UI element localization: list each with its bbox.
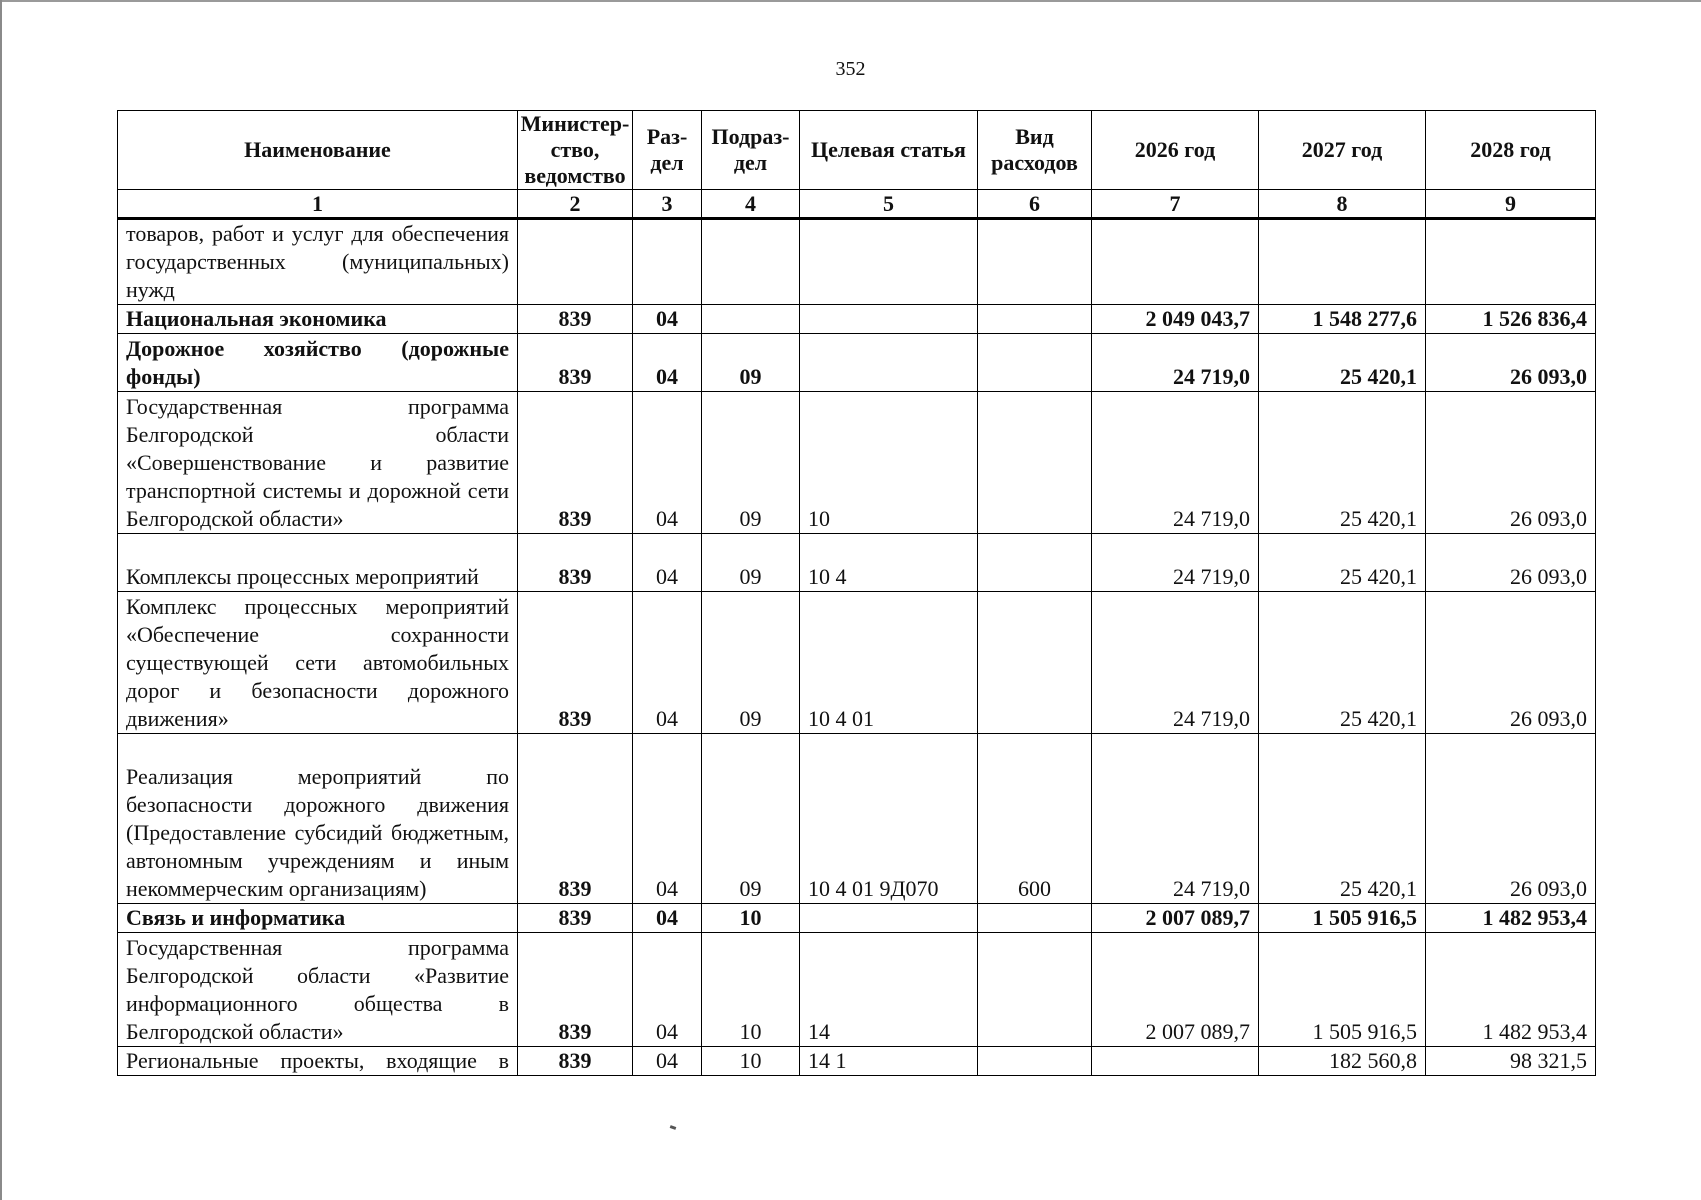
col-header-expense-type: Вид расходов	[978, 111, 1092, 190]
row-section: 04	[633, 904, 702, 933]
row-ministry: 839	[518, 1047, 633, 1076]
row-ministry: 839	[518, 334, 633, 392]
row-target: 10 4	[800, 534, 978, 592]
row-ministry: 839	[518, 904, 633, 933]
row-section: 04	[633, 334, 702, 392]
row-target: 14 1	[800, 1047, 978, 1076]
row-section: 04	[633, 305, 702, 334]
row-ministry: 839	[518, 933, 633, 1047]
row-section: 04	[633, 534, 702, 592]
row-target: 10	[800, 392, 978, 534]
row-target: 10 4 01 9Д070	[800, 734, 978, 904]
row-2028: 26 093,0	[1426, 334, 1596, 392]
row-section: 04	[633, 734, 702, 904]
page-number: 352	[835, 58, 866, 80]
row-2027: 25 420,1	[1259, 534, 1426, 592]
row-2028: 26 093,0	[1426, 592, 1596, 734]
row-2028: 26 093,0	[1426, 392, 1596, 534]
row-subsection: 10	[702, 933, 800, 1047]
col-number: 8	[1259, 190, 1426, 219]
col-header-subsection: Подраз-дел	[702, 111, 800, 190]
row-ministry: 839	[518, 392, 633, 534]
row-2027: 1 505 916,5	[1259, 904, 1426, 933]
col-header-2026: 2026 год	[1092, 111, 1259, 190]
col-number: 6	[978, 190, 1092, 219]
table-row	[118, 933, 1596, 1047]
row-2028: 1 482 953,4	[1426, 904, 1596, 933]
row-2027	[1259, 219, 1426, 305]
row-section: 04	[633, 592, 702, 734]
col-number: 7	[1092, 190, 1259, 219]
header-row	[118, 111, 1596, 190]
row-name: Связь и информатика	[118, 904, 518, 933]
col-header-section: Раз-дел	[633, 111, 702, 190]
row-name: Национальная экономика	[118, 305, 518, 334]
row-name: Государственная программа Белгородской области «Совершенствование и развитие транспортной системы и дорожной сети Белгородской области»	[118, 392, 518, 534]
row-name: Комплексы процессных мероприятий	[118, 534, 518, 592]
row-name: Государственная программа Белгородской области «Развитие информационного общества в Белгородской области»	[118, 933, 518, 1047]
col-header-2027: 2027 год	[1259, 111, 1426, 190]
row-subsection	[702, 305, 800, 334]
col-header-name: Наименование	[118, 111, 518, 190]
table-row	[118, 534, 1596, 592]
row-subsection: 09	[702, 334, 800, 392]
row-expense-type	[978, 933, 1092, 1047]
row-2026: 24 719,0	[1092, 734, 1259, 904]
col-number: 2	[518, 190, 633, 219]
table-row	[118, 904, 1596, 933]
row-target	[800, 334, 978, 392]
row-expense-type	[978, 534, 1092, 592]
row-ministry: 839	[518, 534, 633, 592]
row-expense-type	[978, 592, 1092, 734]
row-2028: 98 321,5	[1426, 1047, 1596, 1076]
row-expense-type	[978, 904, 1092, 933]
row-name: Региональные проекты, входящие в	[118, 1047, 518, 1076]
row-name: Дорожное хозяйство (дорожные фонды)	[118, 334, 518, 392]
row-target	[800, 219, 978, 305]
row-ministry: 839	[518, 734, 633, 904]
scan-edge-top	[0, 0, 1701, 2]
row-expense-type	[978, 305, 1092, 334]
row-2026	[1092, 219, 1259, 305]
row-ministry: 839	[518, 305, 633, 334]
col-number: 5	[800, 190, 978, 219]
row-subsection: 10	[702, 1047, 800, 1076]
row-2026: 2 049 043,7	[1092, 305, 1259, 334]
row-2026: 2 007 089,7	[1092, 904, 1259, 933]
table-row	[118, 392, 1596, 534]
row-section	[633, 219, 702, 305]
row-subsection: 09	[702, 734, 800, 904]
row-expense-type: 600	[978, 734, 1092, 904]
row-name: Комплекс процессных мероприятий «Обеспечение сохранности существующей сети автомобильных дорог и безопасности дорожного движения»	[118, 592, 518, 734]
row-2027: 1 505 916,5	[1259, 933, 1426, 1047]
row-subsection: 10	[702, 904, 800, 933]
col-header-ministry: Министер-ство, ведомство	[518, 111, 633, 190]
row-expense-type	[978, 1047, 1092, 1076]
row-expense-type	[978, 219, 1092, 305]
row-2027: 25 420,1	[1259, 334, 1426, 392]
row-2027: 25 420,1	[1259, 392, 1426, 534]
row-target	[800, 305, 978, 334]
row-2027: 25 420,1	[1259, 734, 1426, 904]
table-row	[118, 334, 1596, 392]
col-number: 1	[118, 190, 518, 219]
row-2027: 182 560,8	[1259, 1047, 1426, 1076]
col-header-2028: 2028 год	[1426, 111, 1596, 190]
col-header-target: Целевая статья	[800, 111, 978, 190]
row-2026: 24 719,0	[1092, 334, 1259, 392]
row-2026: 24 719,0	[1092, 534, 1259, 592]
row-subsection	[702, 219, 800, 305]
row-target	[800, 904, 978, 933]
row-section: 04	[633, 933, 702, 1047]
row-target: 14	[800, 933, 978, 1047]
col-number: 9	[1426, 190, 1596, 219]
table-row	[118, 305, 1596, 334]
row-expense-type	[978, 334, 1092, 392]
column-number-row	[118, 190, 1596, 219]
table-row	[118, 734, 1596, 904]
row-subsection: 09	[702, 592, 800, 734]
row-subsection: 09	[702, 534, 800, 592]
scan-speck	[670, 1125, 677, 1130]
row-2026: 24 719,0	[1092, 392, 1259, 534]
row-expense-type	[978, 392, 1092, 534]
table-row	[118, 219, 1596, 305]
budget-table	[117, 110, 1596, 1076]
row-ministry	[518, 219, 633, 305]
row-2028	[1426, 219, 1596, 305]
col-number: 4	[702, 190, 800, 219]
row-2028: 26 093,0	[1426, 734, 1596, 904]
row-2027: 25 420,1	[1259, 592, 1426, 734]
row-2026: 24 719,0	[1092, 592, 1259, 734]
scan-edge-left	[0, 0, 2, 1200]
col-number: 3	[633, 190, 702, 219]
row-2028: 1 526 836,4	[1426, 305, 1596, 334]
row-ministry: 839	[518, 592, 633, 734]
row-subsection: 09	[702, 392, 800, 534]
row-2028: 1 482 953,4	[1426, 933, 1596, 1047]
row-target: 10 4 01	[800, 592, 978, 734]
row-2026	[1092, 1047, 1259, 1076]
row-name: товаров, работ и услуг для обеспечения государственных (муниципальных) нужд	[118, 219, 518, 305]
row-2026: 2 007 089,7	[1092, 933, 1259, 1047]
row-2028: 26 093,0	[1426, 534, 1596, 592]
row-2027: 1 548 277,6	[1259, 305, 1426, 334]
row-name: Реализация мероприятий по безопасности дорожного движения (Предоставление субсидий бюджетным, автономным учреждениям и иным некоммерческим организациям)	[118, 734, 518, 904]
row-section: 04	[633, 392, 702, 534]
table-row	[118, 1047, 1596, 1076]
table-row	[118, 592, 1596, 734]
row-section: 04	[633, 1047, 702, 1076]
